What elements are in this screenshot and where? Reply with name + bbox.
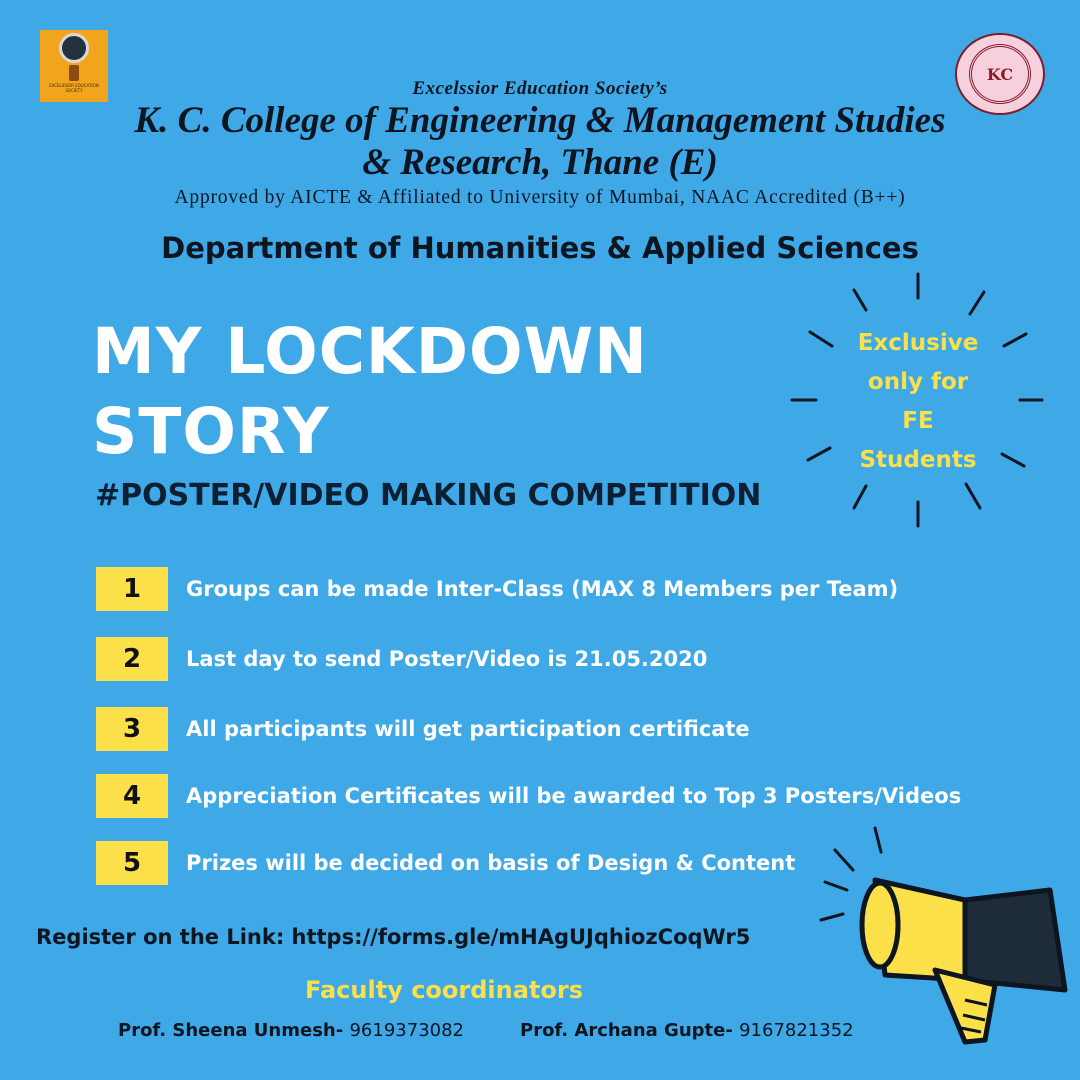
globe-icon xyxy=(59,33,89,63)
registration-link[interactable]: Register on the Link: https://forms.gle/mHAgUJqhiozCoqWr5 xyxy=(36,925,751,949)
event-title-line1: MY LOCKDOWN xyxy=(92,315,648,388)
event-title-line2: STORY xyxy=(92,395,330,468)
faculty-coordinator xyxy=(520,1020,854,1041)
faculty-phone: 9167821352 xyxy=(739,1020,854,1041)
faculty-name: Prof. Sheena Unmesh- xyxy=(118,1020,344,1041)
rule-text: All participants will get participation certificate xyxy=(186,717,750,741)
badge-line3: FE xyxy=(902,408,934,434)
faculty-coordinator xyxy=(118,1020,464,1041)
rule-text: Appreciation Certificates will be awarded to Top 3 Posters/Videos xyxy=(186,784,962,808)
exclusive-badge xyxy=(818,324,1018,480)
rule-text: Prizes will be decided on basis of Design & Content xyxy=(186,851,796,875)
rule-item xyxy=(96,706,750,752)
megaphone-icon xyxy=(815,820,1080,1050)
rule-number: 4 xyxy=(96,774,168,818)
rule-text: Groups can be made Inter-Class (MAX 8 Members per Team) xyxy=(186,577,899,601)
rule-number: 5 xyxy=(96,841,168,885)
rule-number: 2 xyxy=(96,637,168,681)
rule-item xyxy=(96,636,707,682)
crest-monogram: KC xyxy=(986,64,1014,84)
rule-item xyxy=(96,840,795,886)
faculty-title: Faculty coordinators xyxy=(305,976,584,1004)
faculty-phone: 9619373082 xyxy=(349,1020,465,1041)
department-title: Department of Humanities & Applied Sciences xyxy=(161,231,919,265)
approval-text: Approved by AICTE & Affiliated to University of Mumbai, NAAC Accredited (B++) xyxy=(174,187,906,208)
faculty-name: Prof. Archana Gupte- xyxy=(520,1020,733,1041)
rule-text: Last day to send Poster/Video is 21.05.2020 xyxy=(186,647,708,671)
rule-number: 1 xyxy=(96,567,168,611)
event-title xyxy=(92,312,648,472)
society-name: Excelssior Education Society’s xyxy=(412,78,668,99)
event-subtitle: #POSTER/VIDEO MAKING COMPETITION xyxy=(95,478,762,513)
college-name-line2: & Research, Thane (E) xyxy=(362,142,718,183)
rule-number: 3 xyxy=(96,707,168,751)
college-name-line1: K. C. College of Engineering & Management Studies xyxy=(134,100,946,141)
society-logo-text: EXCELSSIOR EDUCATION SOCIETY xyxy=(49,83,99,93)
rule-item xyxy=(96,566,898,612)
college-name xyxy=(0,100,1080,184)
badge-line2: only for xyxy=(867,369,969,395)
rule-item xyxy=(96,773,961,819)
badge-line4: Students xyxy=(859,447,977,473)
badge-line1: Exclusive xyxy=(857,330,979,356)
